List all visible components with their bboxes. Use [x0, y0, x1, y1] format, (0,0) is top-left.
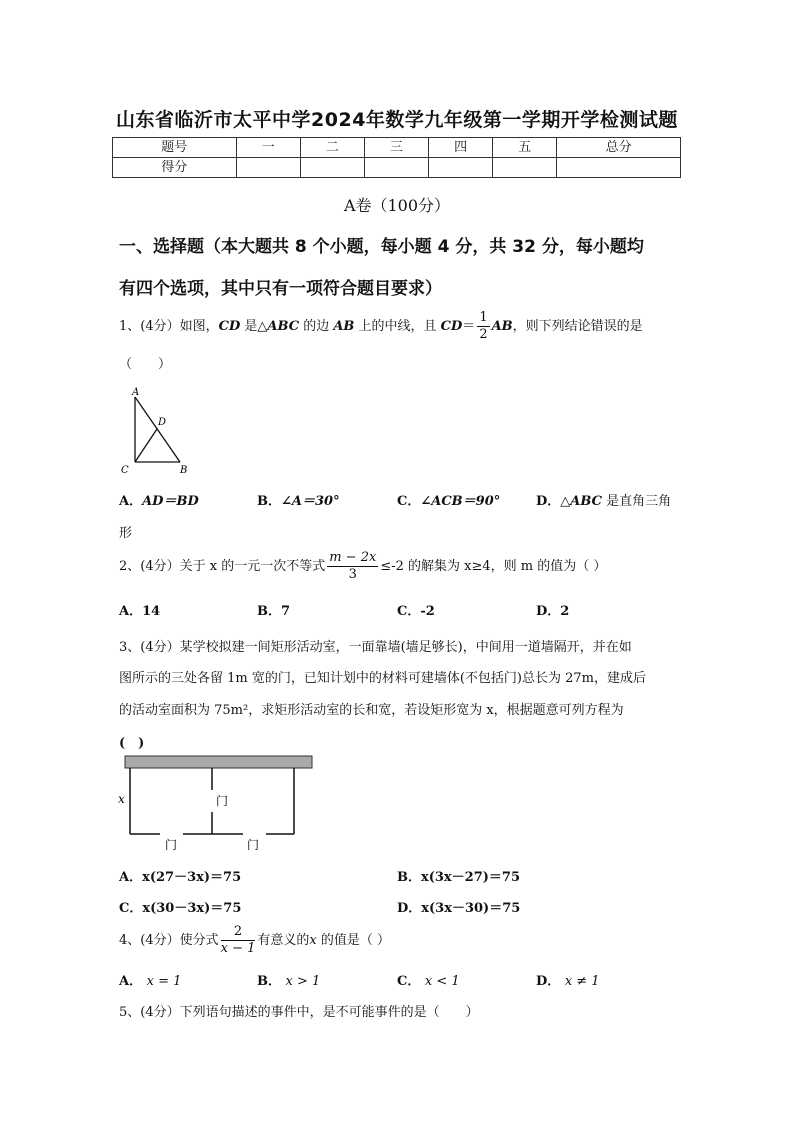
fraction-m-2x-over-3: $\frac{m - 2x}{3}$: [329, 550, 377, 582]
room-figure: [113, 754, 318, 854]
q1-option-b: B．∠A＝30°: [257, 494, 340, 509]
question-5-stem: 5、(4分）下列语句描述的事件中，是不可能事件的是（ ）: [119, 1005, 479, 1020]
score-header-cell: 三: [364, 138, 428, 158]
score-header-cell: 一: [236, 138, 300, 158]
label-a: A: [132, 387, 140, 398]
score-row-label: 得分: [113, 158, 237, 178]
score-cell: [493, 158, 557, 178]
q1-option-d-wrap: 形: [119, 526, 133, 541]
q3-option-b: B．x(3x－27)＝75: [397, 870, 521, 885]
door-label-left: 门: [165, 838, 178, 852]
fraction-2-over-x-minus-1: $\frac{2}{x - 1}$: [220, 924, 256, 956]
score-table-header-row: [113, 138, 681, 158]
label-c: C: [121, 465, 129, 476]
median-cd: [135, 429, 157, 462]
q3-option-d: D．x(3x－30)＝75: [397, 901, 521, 916]
fraction-one-half: $\frac{1}{2}$: [479, 310, 488, 342]
q4-option-b: B． x > 1: [257, 974, 321, 989]
score-header-cell: 五: [493, 138, 557, 158]
score-table-score-row: [113, 158, 681, 178]
score-header-cell: 二: [300, 138, 364, 158]
question-3-line3: 的活动室面积为 75m²，求矩形活动室的长和宽，若设矩形宽为 x，根据题意可列方程为: [119, 703, 624, 718]
question-3-paren: ( ): [119, 736, 145, 751]
q4-option-a: A． x = 1: [119, 974, 182, 989]
q3-option-a: A．x(27－3x)＝75: [119, 870, 242, 885]
page-title: 山东省临沂市太平中学2024年数学九年级第一学期开学检测试题: [116, 109, 678, 131]
section-a-heading: A卷（100分）: [343, 196, 451, 215]
question-3-line2: 图所示的三处各留 1m 宽的门，已知计划中的材料可建墙体(不包括门)总长为 27m，建成后: [119, 671, 647, 686]
score-cell: [364, 158, 428, 178]
triangle-figure: [115, 385, 200, 477]
score-header-cell: 题号: [113, 138, 237, 158]
label-d: D: [158, 417, 167, 428]
wall-bar: [125, 756, 312, 768]
section1-line2: 有四个选项，其中只有一项符合题目要求）: [119, 279, 442, 299]
label-x: x: [118, 792, 125, 806]
q2-option-b: B．7: [257, 604, 291, 619]
question-4-stem: 4、(4分）使分式 $\frac{2}{x - 1}$ 有意义的x 的值是（ ）: [119, 924, 391, 956]
door-label-middle: 门: [216, 794, 229, 808]
q2-option-c: C．-2: [397, 604, 435, 619]
question-3-line1: 3、(4分）某学校拟建一间矩形活动室，一面靠墙(墙足够长)，中间用一道墙隔开，并在如: [119, 640, 632, 655]
q2-option-a: A．14: [119, 604, 161, 619]
score-cell: [557, 158, 681, 178]
question-1-paren: （ ）: [119, 357, 172, 372]
score-cell: [429, 158, 493, 178]
label-b: B: [180, 465, 188, 476]
q4-option-c: C． x < 1: [397, 974, 460, 989]
q1-option-c: C．∠ACB＝90°: [397, 494, 501, 509]
q1-option-d: D．△ABC 是直角三角: [536, 494, 672, 509]
question-2-stem: 2、(4分）关于 x 的一元一次不等式 $\frac{m - 2x}{3}$ ≤-2 的解集为 x≥4，则 m 的值为（ ）: [119, 550, 607, 582]
section1-line1: 一、选择题（本大题共 8 个小题，每小题 4 分，共 32 分，每小题均: [119, 237, 644, 257]
score-cell: [236, 158, 300, 178]
score-header-cell: 四: [429, 138, 493, 158]
score-table: [112, 137, 681, 178]
q3-option-c: C．x(30－3x)＝75: [119, 901, 242, 916]
score-cell: [300, 158, 364, 178]
question-1-stem: 1、(4分）如图，CD 是△ABC 的边 AB 上的中线，且 CD＝ $\frac{1}{2}$ AB，则下列结论错误的是: [119, 310, 643, 342]
q4-option-d: D． x ≠ 1: [536, 974, 600, 989]
door-label-right: 门: [247, 838, 260, 852]
q2-option-d: D．2: [536, 604, 570, 619]
score-header-cell: 总分: [557, 138, 681, 158]
q1-option-a: A．AD＝BD: [119, 494, 199, 509]
